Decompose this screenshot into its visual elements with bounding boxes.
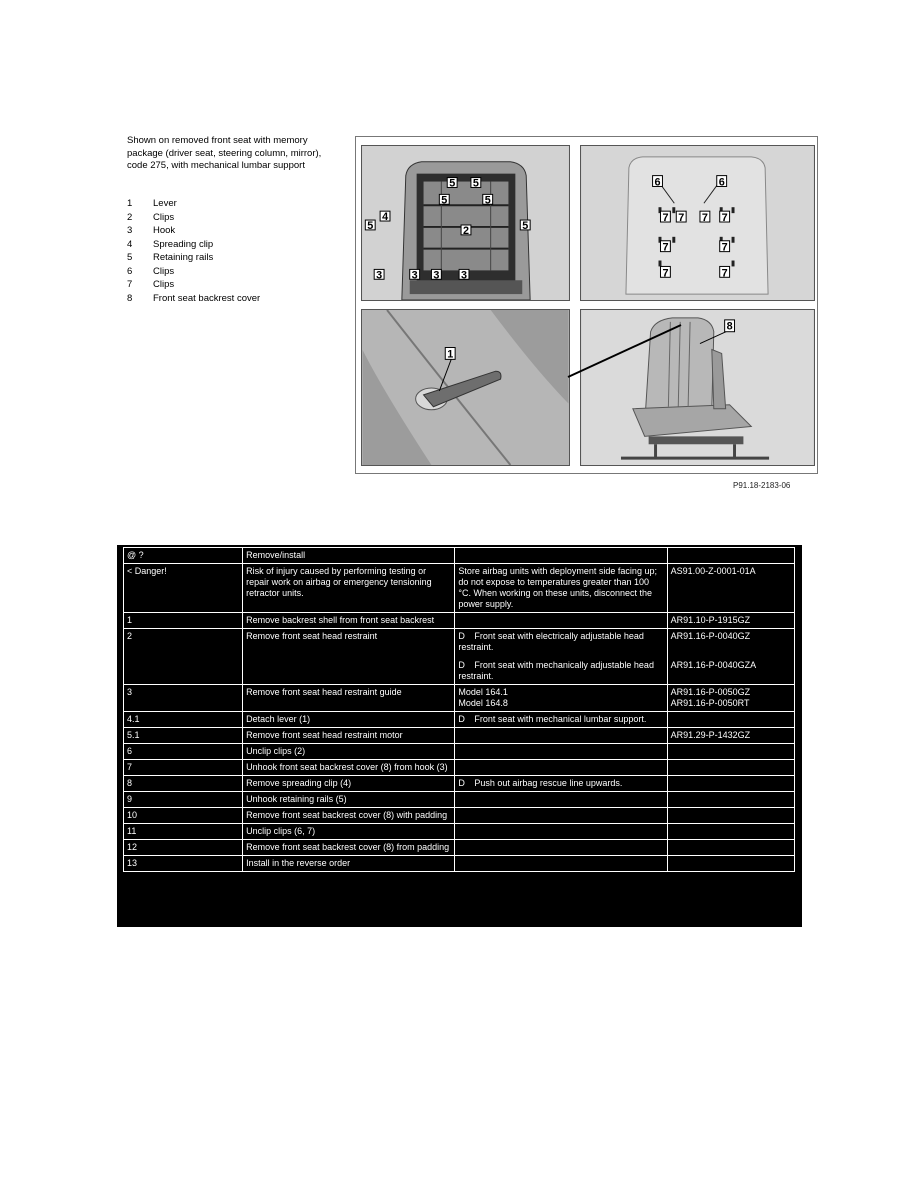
backrest-frame-illustration <box>362 146 569 300</box>
table-cell: Remove front seat head restraint <box>243 629 455 685</box>
callout-5: 5 <box>441 194 448 207</box>
table-cell <box>455 548 667 564</box>
callout-7: 7 <box>678 212 685 225</box>
table-cell: Remove front seat head restraint motor <box>243 728 455 744</box>
callout-1: 1 <box>447 348 454 361</box>
backrest-padding-illustration <box>581 146 814 300</box>
callout-8: 8 <box>726 320 733 333</box>
callout-3: 3 <box>461 269 468 282</box>
legend-intro: Shown on removed front seat with memory package (driver seat, steering column, mirror), code 275, with mechanical lumbar support <box>127 135 322 171</box>
table-cell <box>667 744 794 760</box>
callout-5: 5 <box>449 177 456 190</box>
callout-4: 4 <box>382 211 389 224</box>
callout-7: 7 <box>721 212 728 225</box>
table-cell: 13 <box>124 856 243 872</box>
callout-3: 3 <box>433 269 440 282</box>
procedure-table <box>117 545 802 927</box>
table-cell <box>455 728 667 744</box>
table-cell: < Danger! <box>124 564 243 613</box>
seat-figure <box>355 136 818 474</box>
table-cell: AR91.16-P-0050GZ AR91.16-P-0050RT <box>667 685 794 712</box>
legend-list <box>127 197 327 305</box>
table-cell: 1 <box>124 613 243 629</box>
table-cell: 2 <box>124 629 243 685</box>
table-cell: AR91.10-P-1915GZ <box>667 613 794 629</box>
table-cell <box>667 712 794 728</box>
table-cell <box>667 824 794 840</box>
legend-item: 3 Hook <box>127 225 176 236</box>
table-cell <box>455 856 667 872</box>
table-cell: 11 <box>124 824 243 840</box>
callout-7: 7 <box>721 241 728 254</box>
table-cell: 6 <box>124 744 243 760</box>
panel-lever-detail <box>361 309 570 466</box>
table-cell: 3 <box>124 685 243 712</box>
callout-7: 7 <box>701 212 708 225</box>
panel-backrest-frame <box>361 145 570 301</box>
table-cell <box>667 760 794 776</box>
table-cell <box>455 744 667 760</box>
table-cell <box>455 629 667 685</box>
table-cell: 7 <box>124 760 243 776</box>
note-line: D Front seat with electrically adjustable head restraint. <box>458 631 644 652</box>
table-cell: 10 <box>124 808 243 824</box>
table-cell: Unhook retaining rails (5) <box>243 792 455 808</box>
table-cell <box>667 808 794 824</box>
callout-2: 2 <box>463 224 470 237</box>
table-cell <box>455 808 667 824</box>
table-row <box>124 840 795 856</box>
callout-5: 5 <box>472 177 479 190</box>
callout-3: 3 <box>411 269 418 282</box>
table-cell <box>455 824 667 840</box>
legend-item: 5 Retaining rails <box>127 252 214 263</box>
table-row <box>124 792 795 808</box>
table-cell: Remove/install <box>243 548 455 564</box>
table-cell <box>667 548 794 564</box>
table-cell: 5.1 <box>124 728 243 744</box>
table-cell <box>667 776 794 792</box>
lever-detail-illustration <box>362 310 569 465</box>
table-row <box>124 856 795 872</box>
table-cell: 12 <box>124 840 243 856</box>
legend-item: 6 Clips <box>127 265 175 277</box>
table-cell: AR91.29-P-1432GZ <box>667 728 794 744</box>
panel-complete-seat <box>580 309 815 466</box>
complete-seat-illustration <box>581 310 814 465</box>
table-cell <box>455 613 667 629</box>
legend-item: 2 Clips <box>127 211 175 223</box>
table-row <box>124 629 795 685</box>
callout-7: 7 <box>662 212 669 225</box>
table-row <box>124 564 795 613</box>
legend-item: 1 Lever <box>127 198 177 209</box>
figure-reference: P91.18-2183-06 <box>733 481 791 490</box>
table-cell <box>455 760 667 776</box>
table-row <box>124 824 795 840</box>
table-cell: D Front seat with mechanical lumbar support. <box>455 712 667 728</box>
table-cell: Remove spreading clip (4) <box>243 776 455 792</box>
note-line: D Front seat with mechanically adjustable head restraint. <box>458 660 654 681</box>
table-cell: D Push out airbag rescue line upwards. <box>455 776 667 792</box>
table-cell: Remove front seat backrest cover (8) with padding <box>243 808 455 824</box>
legend-item: 8 Front seat backrest cover <box>127 292 261 304</box>
table-cell: Unclip clips (2) <box>243 744 455 760</box>
table-cell <box>667 792 794 808</box>
table-cell <box>667 856 794 872</box>
table-cell: Remove front seat backrest cover (8) from padding <box>243 840 455 856</box>
panel-backrest-padding <box>580 145 815 301</box>
legend-item: 7 Clips <box>127 279 175 290</box>
callout-6: 6 <box>654 176 661 189</box>
table-row <box>124 808 795 824</box>
table-cell: Remove front seat head restraint guide <box>243 685 455 712</box>
callout-5: 5 <box>522 219 529 232</box>
legend-item: 4 Spreading clip <box>127 238 214 250</box>
callout-7: 7 <box>721 267 728 280</box>
table-row <box>124 728 795 744</box>
table-row <box>124 776 795 792</box>
table-row <box>124 712 795 728</box>
callout-5: 5 <box>484 194 491 207</box>
table-header-row <box>124 548 795 564</box>
table-cell: 9 <box>124 792 243 808</box>
table-cell: AS91.00-Z-0001-01A <box>667 564 794 613</box>
table-cell: @ ? <box>124 548 243 564</box>
table-cell: Unclip clips (6, 7) <box>243 824 455 840</box>
table-cell: AR91.16-P-0040GZ AR91.16-P-0040GZA <box>667 629 794 685</box>
table-row <box>124 685 795 712</box>
table-cell: Install in the reverse order <box>243 856 455 872</box>
callout-7: 7 <box>662 241 669 254</box>
callout-3: 3 <box>376 269 383 282</box>
callout-7: 7 <box>662 267 669 280</box>
table-cell: 8 <box>124 776 243 792</box>
table-cell <box>667 840 794 856</box>
callout-5: 5 <box>367 219 374 232</box>
callout-6: 6 <box>718 176 725 189</box>
table-cell: Unhook front seat backrest cover (8) from hook (3) <box>243 760 455 776</box>
table-cell: Risk of injury caused by performing testing or repair work on airbag or emergency tensioning retractor units. <box>243 564 455 613</box>
table-cell <box>455 840 667 856</box>
table-cell: 4.1 <box>124 712 243 728</box>
table-row <box>124 744 795 760</box>
table-cell: Detach lever (1) <box>243 712 455 728</box>
table-row <box>124 760 795 776</box>
table-cell: Remove backrest shell from front seat backrest <box>243 613 455 629</box>
table-cell: Store airbag units with deployment side facing up; do not expose to temperatures greater than 100 °C. When working on these units, disconnect the power supply. <box>455 564 667 613</box>
table-row <box>124 613 795 629</box>
table-cell: Model 164.1 Model 164.8 <box>455 685 667 712</box>
table-cell <box>455 792 667 808</box>
